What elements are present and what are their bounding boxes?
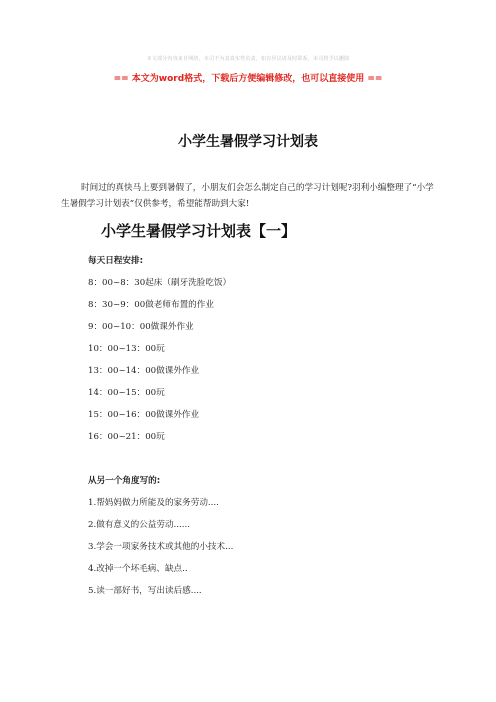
- document-title: 小学生暑假学习计划表: [178, 134, 318, 150]
- format-notice: == 本文为word格式，下载后方便编辑修改，也可以直接使用 ==: [113, 74, 383, 84]
- section-heading: 小学生暑假学习计划表【一】: [101, 222, 297, 240]
- schedule-item: 15：00~16：00做课外作业: [88, 410, 200, 420]
- schedule-item: 8：30~9：00做老师布置的作业: [88, 300, 214, 310]
- list-item: 4.改掉一个坏毛病、缺点..: [88, 564, 188, 574]
- schedule-label: 每天日程安排:: [88, 256, 143, 266]
- list-item: 3.学会一项家务技术或其他的小技术...: [88, 542, 234, 552]
- schedule-item: 10：00~13：00玩: [88, 344, 165, 354]
- disclaimer-text: 本文部分内容来自网络，本司不为其真实性负责，如有异议请及时联系，本司将予以删除: [146, 56, 350, 62]
- schedule-item: 9：00~10：00做课外作业: [88, 322, 194, 332]
- schedule-item: 13：00~14：00做课外作业: [88, 366, 200, 376]
- schedule-list: [88, 250, 428, 448]
- other-angle-label: 从另一个角度写的:: [88, 476, 161, 486]
- schedule-item: 8：00~8：30起床（刷牙洗脸吃饭）: [88, 278, 232, 288]
- intro-paragraph: 时间过的真快马上要到暑假了，小朋友们会怎么制定自己的学习计划呢?羽利小编整理了“小学生暑假学习计划表”仅供参考，希望能帮助到大家!: [61, 183, 434, 209]
- schedule-item: 14：00~15：00玩: [88, 388, 165, 398]
- other-angle-list: [88, 470, 428, 602]
- list-item: 2.做有意义的公益劳动......: [88, 520, 190, 530]
- list-item: 5.读一部好书，写出读后感....: [88, 586, 202, 596]
- list-item: 1.帮妈妈做力所能及的家务劳动....: [88, 498, 219, 508]
- schedule-item: 16：00~21：00玩: [88, 432, 165, 442]
